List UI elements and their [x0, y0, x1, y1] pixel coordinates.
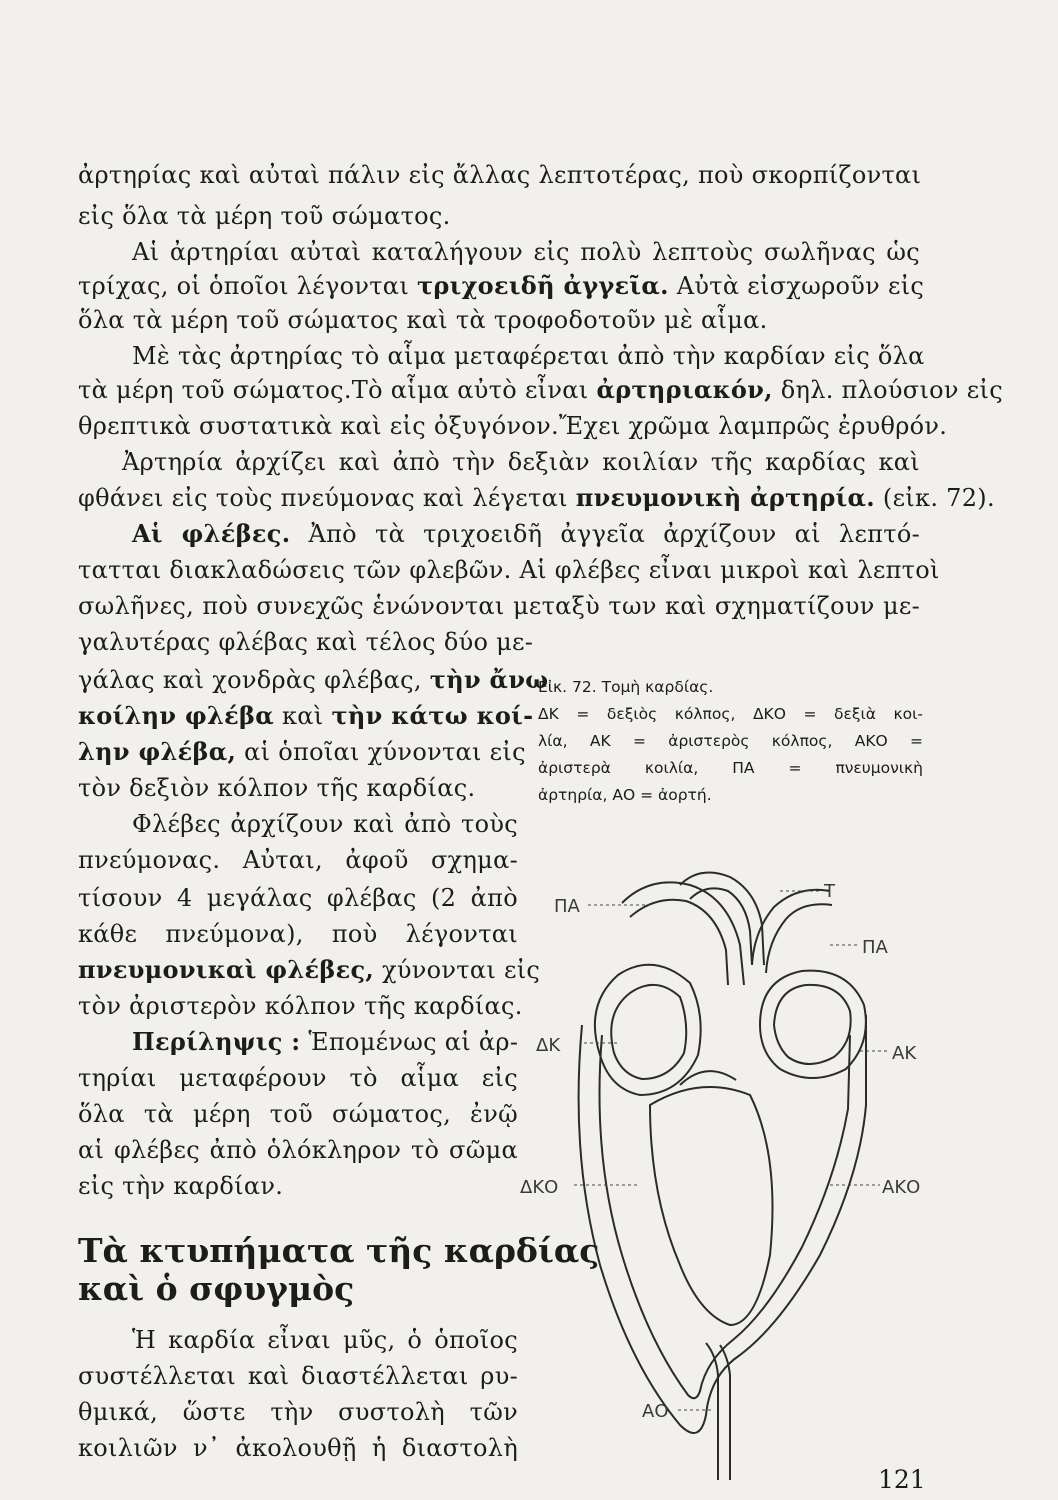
- figure-caption-line: ἀριστερὰ κοιλία, ΠΑ = πνευμονικὴ: [538, 759, 923, 777]
- paragraph-line: ὅλα τὰ μέρη τοῦ σώματος, ἐνῷ: [78, 1100, 518, 1128]
- text-run: τρίχας, οἱ ὁποῖοι λέγονται: [78, 272, 410, 300]
- paragraph-line: Ἡ καρδία εἶναι μῦς, ὁ ὁποῖος: [132, 1326, 518, 1354]
- term-arterial: ἀρτηριακόν,: [596, 375, 773, 404]
- paragraph-line: Ἀρτηρία ἀρχίζει καὶ ἀπὸ τὴν δεξιὰν κοιλίαν τῆς καρδίας καὶ: [122, 448, 920, 476]
- paragraph-line: πνεύμονας. Αὐται, ἀφοῦ σχημα-: [78, 846, 518, 874]
- section-veins: Αἱ φλέβες.: [132, 519, 291, 548]
- left-atrium-inner: [774, 985, 851, 1064]
- left-ventricle-cavity: [650, 1087, 773, 1325]
- pulmonary-artery-left-branch: [622, 882, 744, 985]
- figure-reference: (εἰκ. 72).: [882, 484, 995, 512]
- paragraph-line: θρεπτικὰ συστατικὰ καὶ εἰς ὀξυγόνον.Ἔχει χρῶμα λαμπρῶς ἐρυθρόν.: [78, 412, 948, 440]
- label-ako: ΑΚΟ: [882, 1177, 921, 1198]
- paragraph-line: [132, 1027, 519, 1056]
- label-dko: ΔΚΟ: [520, 1177, 559, 1198]
- figure-caption-line: ΔΚ = δεξιὸς κόλπος, ΔΚΟ = δεξιὰ κοι-: [538, 705, 923, 723]
- paragraph-line: τατται διακλαδώσεις τῶν φλεβῶν. Αἱ φλέβες εἶναι μικροὶ καὶ λεπτοὶ: [78, 556, 940, 584]
- paragraph-line: ὅλα τὰ μέρη τοῦ σώματος καὶ τὰ τροφοδοτοῦν μὲ αἷμα.: [78, 306, 768, 334]
- septum-top: [680, 1071, 736, 1085]
- text-run: δηλ. πλούσιον εἰς: [780, 376, 1003, 404]
- heart-section-figure: [520, 855, 940, 1485]
- section-heading: καὶ ὁ σφυγμὸς: [78, 1269, 355, 1308]
- paragraph-line: [78, 701, 534, 730]
- paragraph-line: γαλυτέρας φλέβας καὶ τέλος δύο με-: [78, 628, 534, 656]
- label-t: Τ: [824, 881, 835, 902]
- paragraph-line: Μὲ τὰς ἀρτηρίας τὸ αἷμα μεταφέρεται ἀπὸ τὴν καρδίαν εἰς ὅλα: [132, 342, 925, 370]
- ventricle-inner-wall: [600, 1035, 851, 1398]
- text-run: τὰ μέρη τοῦ σώματος.Τὸ αἷμα αὐτὸ εἶναι: [78, 376, 589, 404]
- paragraph-line: [78, 375, 1003, 404]
- summary-label: Περίληψις :: [132, 1027, 301, 1056]
- paragraph-line: [78, 737, 526, 766]
- term-inferior-vena-cava: λην φλέβα,: [78, 737, 237, 766]
- page-number: 121: [878, 1465, 926, 1494]
- text-run: γάλας καὶ χονδρὰς φλέβας,: [78, 666, 422, 694]
- paragraph-line: [78, 483, 995, 512]
- aortic-arch-wall: [690, 888, 752, 965]
- text-run: αἱ ὁποῖαι χύνονται εἰς: [244, 738, 526, 766]
- paragraph-line: κάθε πνεύμονα), ποὺ λέγονται: [78, 920, 518, 948]
- paragraph-line: κοιλιῶν ν᾽ ἀκολουθῇ ἡ διαστολὴ: [78, 1434, 518, 1462]
- paragraph-line: εἰς τὴν καρδίαν.: [78, 1172, 284, 1200]
- term-pulmonary-veins: πνευμονικαὶ φλέβες,: [78, 955, 375, 984]
- paragraph-line: [78, 665, 549, 694]
- figure-caption-line: ἀρτηρία, ΑΟ = ἀορτή.: [538, 786, 712, 804]
- label-dk: ΔΚ: [536, 1035, 561, 1056]
- paragraph-line: εἰς ὅλα τὰ μέρη τοῦ σώματος.: [78, 202, 451, 230]
- paragraph-line: αἱ φλέβες ἀπὸ ὁλόκληρον τὸ σῶμα: [78, 1136, 518, 1164]
- pulmonary-artery-right-branch-wall: [766, 904, 832, 973]
- label-pa-right: ΠΑ: [862, 937, 888, 958]
- text-run: φθάνει εἰς τοὺς πνεύμονας καὶ λέγεται: [78, 484, 568, 512]
- section-heading: Τὰ κτυπήματα τῆς καρδίας: [78, 1231, 600, 1270]
- label-ak: ΑΚ: [892, 1043, 917, 1064]
- paragraph-line: σωλῆνες, ποὺ συνεχῶς ἑνώνονται μεταξὺ των καὶ σχηματίζουν με-: [78, 592, 920, 620]
- label-pa-left: ΠΑ: [554, 896, 580, 917]
- pulmonary-artery-left-branch-wall: [630, 900, 728, 985]
- paragraph-line: τὸν δεξιὸν κόλπον τῆς καρδίας.: [78, 774, 476, 802]
- paragraph-line: Φλέβες ἀρχίζουν καὶ ἀπὸ τοὺς: [132, 810, 518, 838]
- paragraph-line: [78, 271, 925, 300]
- text-run: Ἑπομένως αἱ ἀρ-: [308, 1028, 519, 1056]
- paragraph-line: τίσουν 4 μεγάλας φλέβας (2 ἀπὸ: [78, 884, 518, 912]
- paragraph-line: τηρίαι μεταφέρουν τὸ αἷμα εἰς: [78, 1064, 518, 1092]
- paragraph-line: ἀρτηρίας καὶ αὐταὶ πάλιν εἰς ἄλλας λεπτοτέρας, ποὺ σκορπίζονται: [78, 161, 922, 189]
- term-inferior: τὴν κάτω κοί-: [331, 701, 534, 730]
- paragraph-line: Αἱ ἀρτηρίαι αὐταὶ καταλήγουν εἰς πολὺ λεπτοὺς σωλῆνας ὡς: [132, 238, 920, 266]
- paragraph-line: τὸν ἀριστερὸν κόλπον τῆς καρδίας.: [78, 992, 523, 1020]
- text-run: Αὐτὰ εἰσχωροῦν εἰς: [676, 272, 925, 300]
- text-run: Ἀπὸ τὰ τριχοειδῆ ἀγγεῖα ἀρχίζουν αἱ λεπτό-: [308, 520, 920, 548]
- paragraph-line: [132, 519, 920, 548]
- term-pulmonary-artery: πνευμονικὴ ἀρτηρία.: [575, 483, 875, 512]
- term-superior-vena-cava: κοίλην φλέβα: [78, 701, 275, 730]
- paragraph-line: συστέλλεται καὶ διαστέλλεται ρυ-: [78, 1362, 518, 1390]
- text-run: χύνονται εἰς: [382, 956, 541, 984]
- term-upper: τὴν ἄνω: [429, 665, 549, 694]
- figure-caption-title: Εἰκ. 72. Τομὴ καρδίας.: [538, 678, 714, 696]
- figure-caption-line: λία, ΑΚ = ἀριστερὸς κόλπος, ΑΚΟ =: [538, 732, 923, 750]
- term-capillaries: τριχοειδῆ ἀγγεῖα.: [416, 271, 669, 300]
- label-ao: ΑΟ: [642, 1401, 669, 1422]
- text-run: καὶ: [281, 702, 324, 730]
- paragraph-line: θμικά, ὥστε τὴν συστολὴ τῶν: [78, 1398, 518, 1426]
- right-atrium-inner: [611, 985, 686, 1079]
- paragraph-line: [78, 955, 541, 984]
